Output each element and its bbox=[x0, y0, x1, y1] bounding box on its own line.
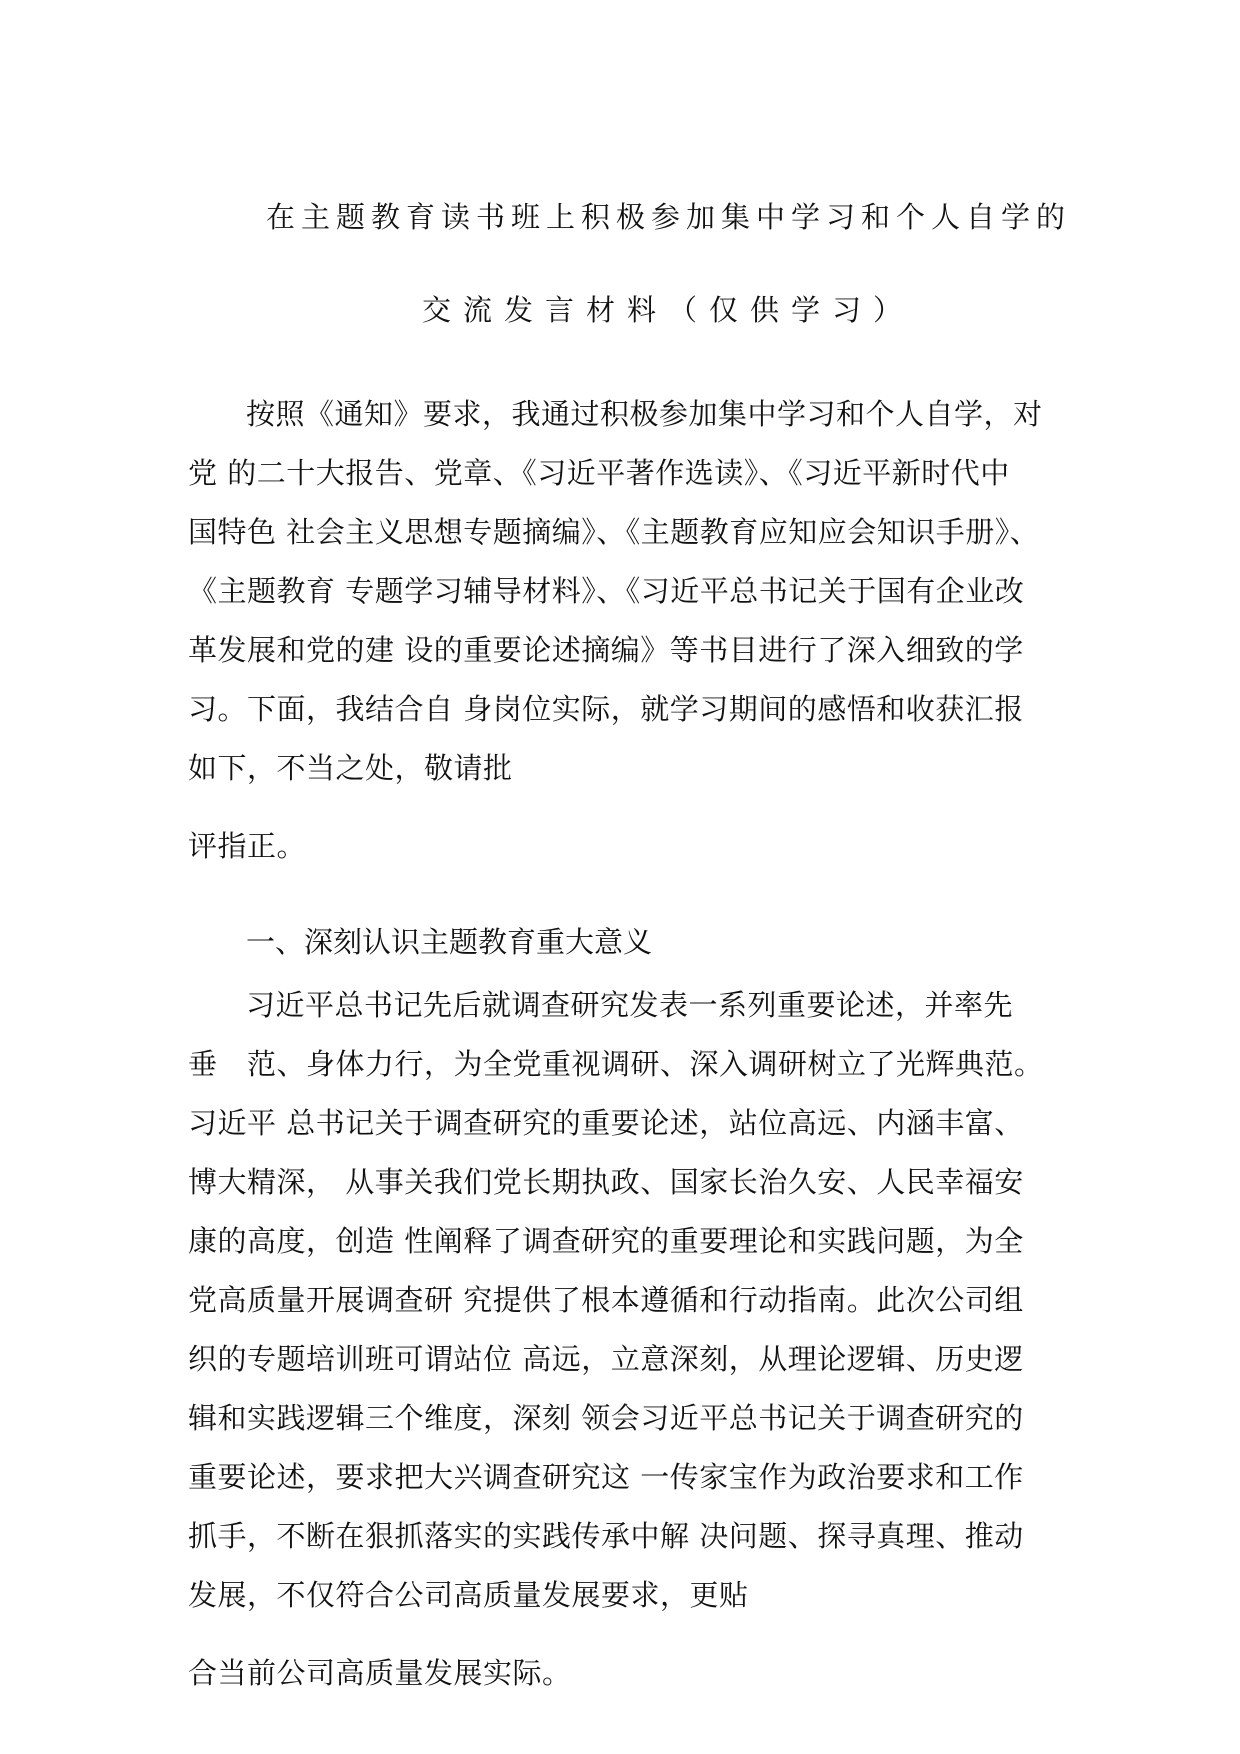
section-line-9: 重要论述，要求把大兴调查研究这 一传家宝作为政治要求和工作 bbox=[188, 1460, 1024, 1494]
intro-line-1: 按照《通知》要求，我通过积极参加集中学习和个人自学，对 bbox=[246, 397, 1043, 431]
section-line-6: 党高质量开展调查研 究提供了根本遵循和行动指南。此次公司组 bbox=[188, 1283, 1024, 1317]
section-line-5: 康的高度，创造 性阐释了调查研究的重要理论和实践问题，为全 bbox=[188, 1224, 1024, 1258]
intro-line-7: 如下，不当之处，敬请批 bbox=[188, 751, 513, 785]
section-heading: 一、深刻认识主题教育重大意义 bbox=[246, 925, 653, 959]
section-line-3: 习近平 总书记关于调查研究的重要论述，站位高远、内涵丰富、 bbox=[188, 1106, 1024, 1140]
intro-line-2: 党 的二十大报告、党章、《习近平著作选读》、《习近平新时代中 bbox=[188, 456, 1010, 490]
section-line-8: 辑和实践逻辑三个维度，深刻 领会习近平总书记关于调查研究的 bbox=[188, 1401, 1024, 1435]
intro-line-8: 评指正。 bbox=[188, 829, 307, 863]
section-line-10: 抓手，不断在狠抓落实的实践传承中解 决问题、探寻真理、推动 bbox=[188, 1519, 1024, 1553]
section-line-1: 习近平总书记先后就调查研究发表一系列重要论述，并率先 bbox=[246, 988, 1014, 1022]
section-line-12: 合当前公司高质量发展实际。 bbox=[188, 1656, 572, 1690]
section-line-4: 博大精深， 从事关我们党长期执政、国家长治久安、人民幸福安 bbox=[188, 1165, 1024, 1199]
section-line-2: 垂 范、身体力行，为全党重视调研、深入调研树立了光辉典范。 bbox=[188, 1047, 1044, 1081]
intro-line-5: 革发展和党的建 设的重要论述摘编》等书目进行了深入细致的学 bbox=[188, 633, 1024, 667]
section-line-7: 织的专题培训班可谓站位 高远，立意深刻，从理论逻辑、历史逻 bbox=[188, 1342, 1024, 1376]
intro-line-3: 国特色 社会主义思想专题摘编》、《主题教育应知应会知识手册》、 bbox=[188, 515, 1040, 549]
document-title-line-1: 在主题教育读书班上积极参加集中学习和个人自学的 bbox=[266, 200, 1072, 234]
section-line-11: 发展，不仅符合公司高质量发展要求，更贴 bbox=[188, 1578, 749, 1612]
intro-line-4: 《主题教育 专题学习辅导材料》、《习近平总书记关于国有企业改 bbox=[188, 574, 1025, 608]
document-title-line-2: 交流发言材料（仅供学习） bbox=[422, 293, 915, 327]
intro-line-6: 习。下面，我结合自 身岗位实际，就学习期间的感悟和收获汇报 bbox=[188, 692, 1024, 726]
